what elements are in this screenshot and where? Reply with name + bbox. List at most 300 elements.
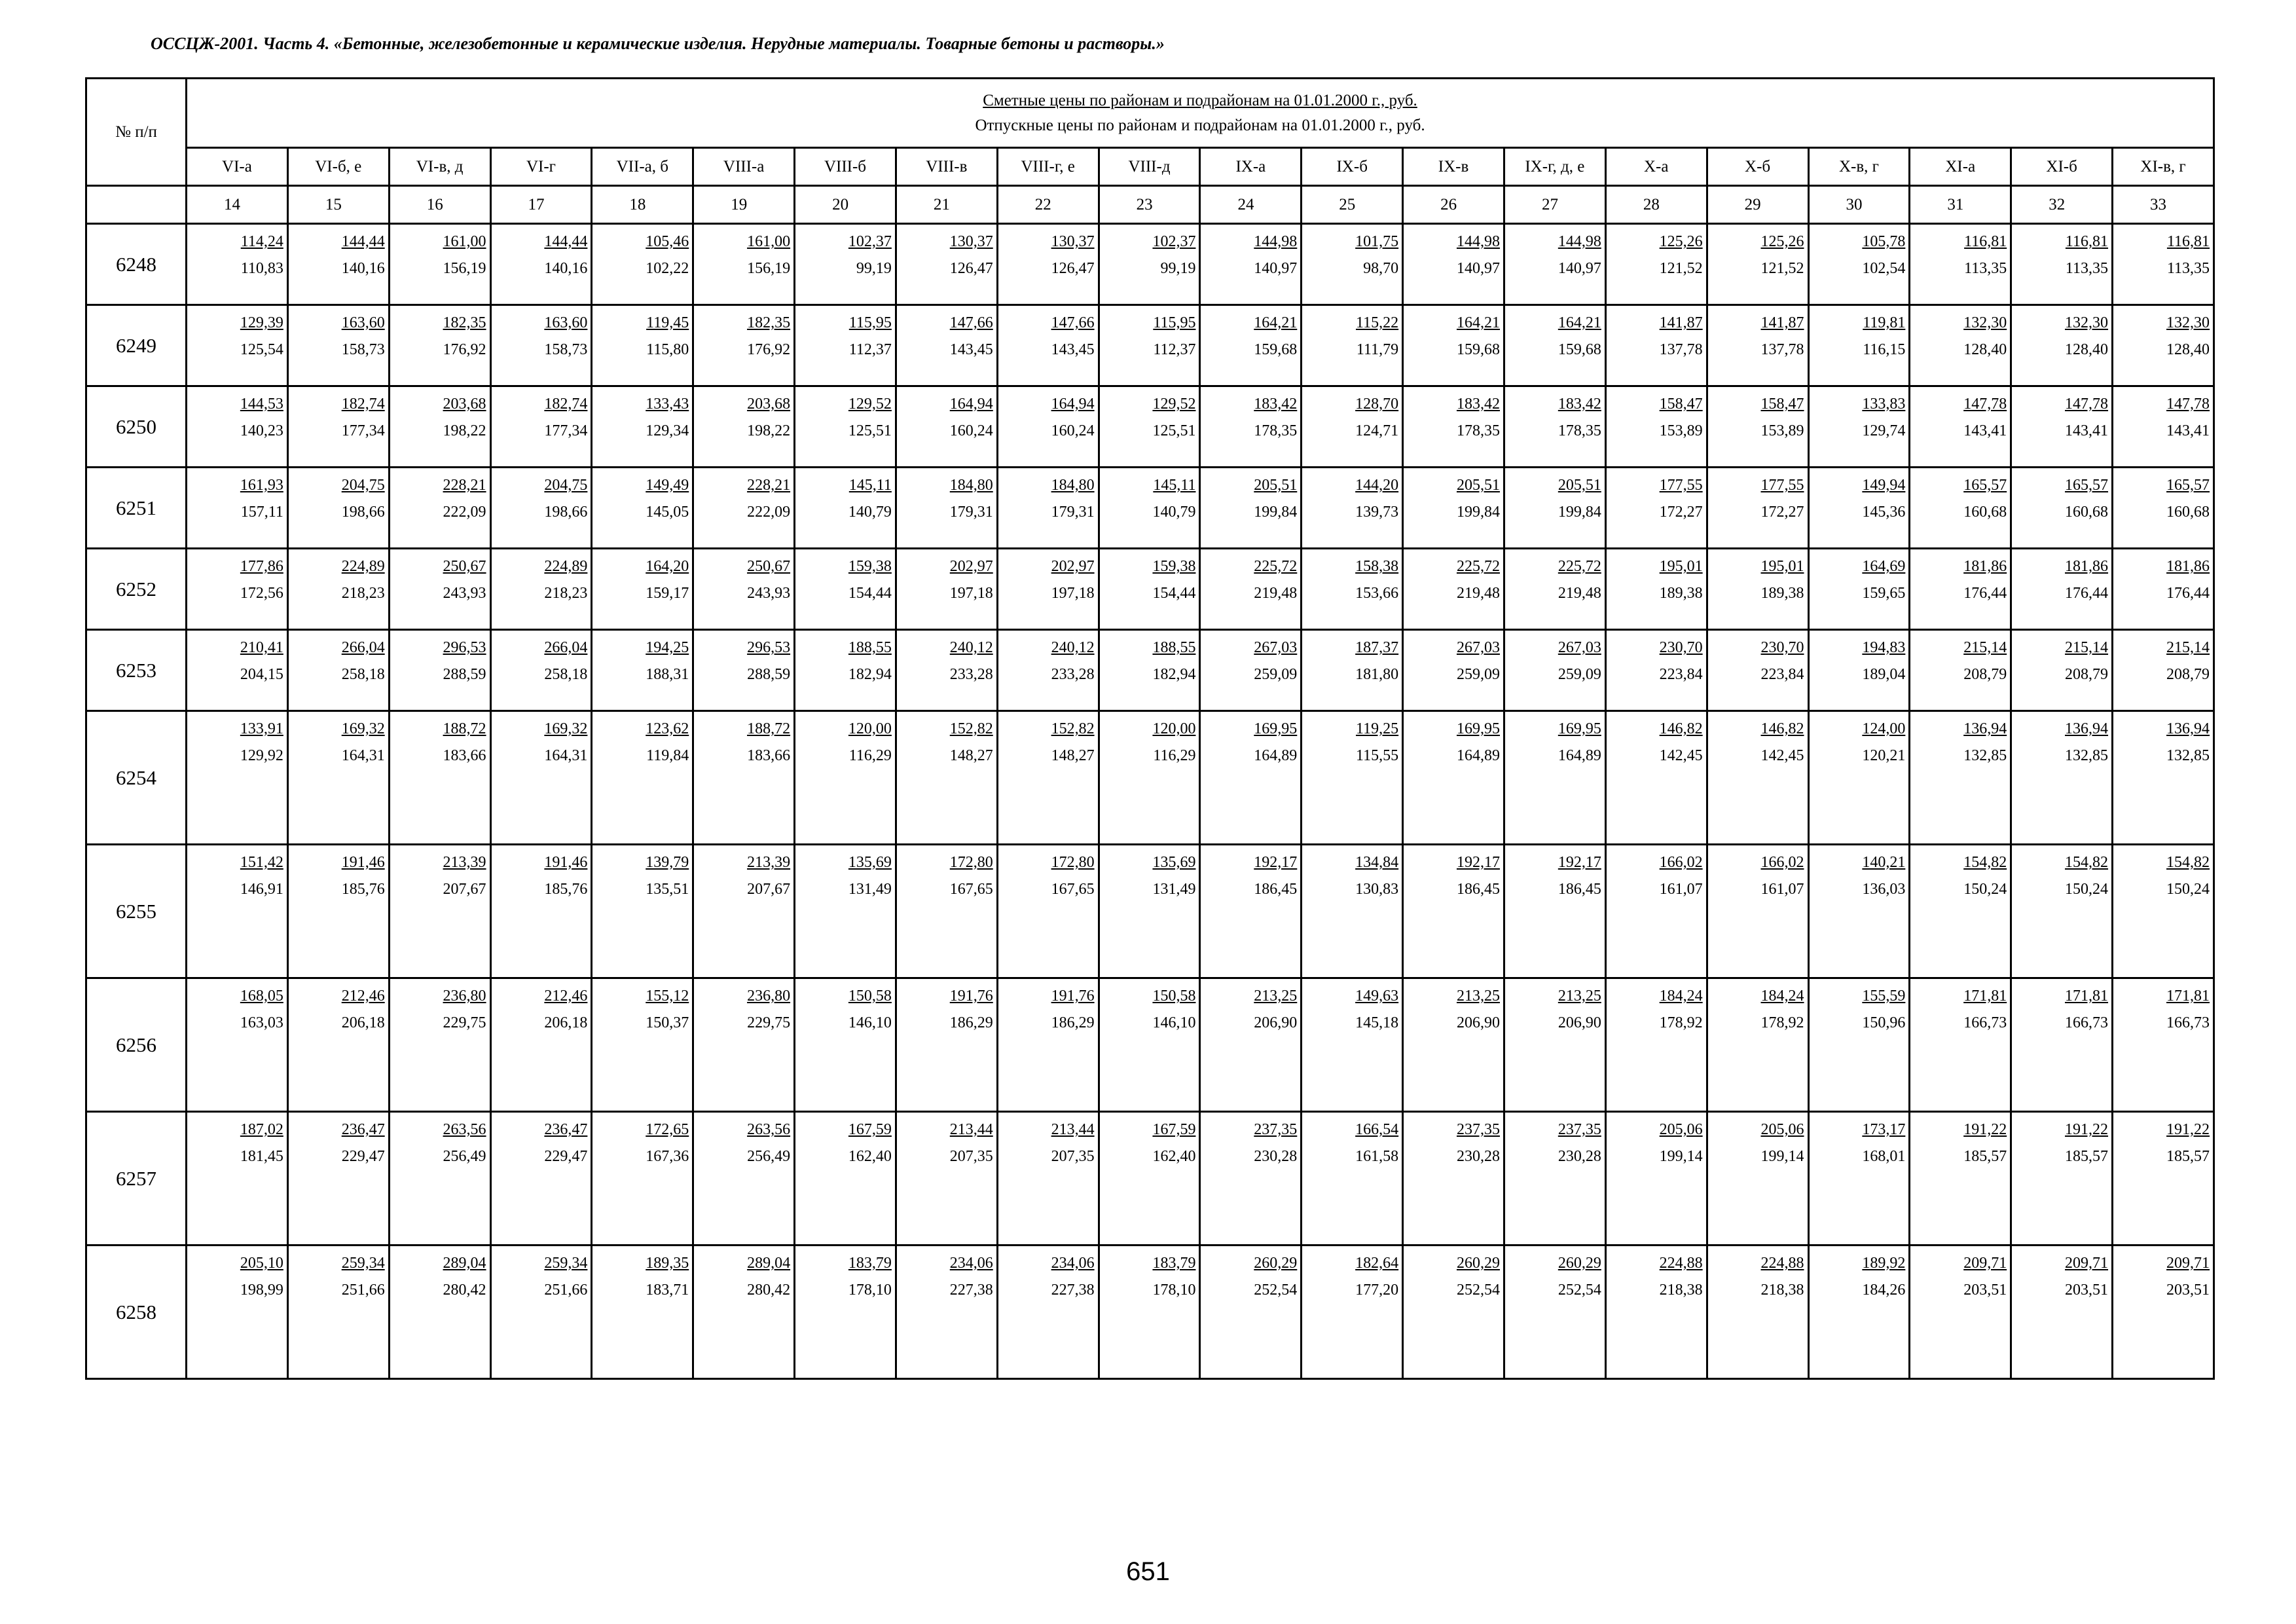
- estimate-price: 125,26: [1760, 233, 1804, 250]
- price-cell: [389, 468, 490, 549]
- estimate-price: 181,86: [2166, 558, 2210, 575]
- release-price: 256,49: [747, 1148, 791, 1165]
- release-price: 129,74: [1862, 422, 1906, 439]
- release-price: 199,84: [1558, 504, 1601, 521]
- estimate-price: 228,21: [443, 477, 486, 494]
- estimate-price: 182,35: [747, 314, 791, 331]
- estimate-price: 119,45: [646, 314, 689, 331]
- release-price: 125,51: [848, 422, 892, 439]
- price-cell: [1808, 549, 1910, 630]
- price-cell: [2113, 711, 2214, 845]
- estimate-price: 215,14: [2166, 639, 2210, 656]
- price-cell: [1200, 386, 1302, 468]
- price-cell: [795, 711, 896, 845]
- release-price: 161,07: [1760, 881, 1804, 898]
- release-price: 161,58: [1355, 1148, 1399, 1165]
- release-price: 120,21: [1862, 747, 1906, 764]
- estimate-price: 188,55: [848, 639, 892, 656]
- price-cell: [1605, 978, 1707, 1112]
- estimate-price: 203,68: [747, 396, 791, 413]
- release-price: 166,73: [2065, 1014, 2109, 1031]
- price-cell: [1403, 711, 1504, 845]
- estimate-price: 164,21: [1456, 314, 1500, 331]
- price-cell: [1403, 305, 1504, 386]
- estimate-price: 136,94: [1963, 720, 2007, 737]
- price-cell: [1099, 386, 1200, 468]
- price-cell: [1099, 224, 1200, 305]
- price-cell: [1808, 845, 1910, 978]
- release-price: 198,66: [341, 504, 385, 521]
- column-number-row: [86, 186, 2214, 224]
- release-price: 251,66: [341, 1282, 385, 1299]
- price-cell: [287, 224, 389, 305]
- estimate-price: 123,62: [646, 720, 689, 737]
- release-price: 186,29: [1051, 1014, 1095, 1031]
- release-price: 125,54: [240, 341, 283, 358]
- release-price: 160,24: [1051, 422, 1095, 439]
- release-price: 189,04: [1862, 666, 1906, 683]
- release-price: 145,05: [646, 504, 689, 521]
- price-cell: [490, 978, 592, 1112]
- price-cell: [1605, 468, 1707, 549]
- price-cell: [1403, 1112, 1504, 1246]
- release-price: 206,18: [341, 1014, 385, 1031]
- release-price: 207,67: [747, 881, 791, 898]
- column-number: 23: [1099, 186, 1200, 224]
- estimate-price: 105,46: [646, 233, 689, 250]
- price-cell: [287, 1112, 389, 1246]
- release-price: 143,41: [1963, 422, 2007, 439]
- estimate-price: 205,51: [1456, 477, 1500, 494]
- estimate-price: 177,55: [1760, 477, 1804, 494]
- column-number: 29: [1707, 186, 1808, 224]
- price-heading: [187, 79, 2214, 148]
- column-number: 31: [1910, 186, 2011, 224]
- estimate-price: 164,21: [1558, 314, 1601, 331]
- column-number: 18: [592, 186, 693, 224]
- estimate-price: 134,84: [1355, 854, 1399, 871]
- price-cell: [1403, 1246, 1504, 1379]
- price-cell: [896, 711, 997, 845]
- estimate-price: 171,81: [2065, 987, 2109, 1005]
- estimate-price: 225,72: [1254, 558, 1298, 575]
- estimate-price: 146,82: [1659, 720, 1703, 737]
- price-cell: [795, 549, 896, 630]
- price-cell: [1605, 1246, 1707, 1379]
- row-number: 6248: [86, 224, 187, 305]
- release-price: 183,66: [747, 747, 791, 764]
- price-cell: [795, 845, 896, 978]
- price-cell: [693, 630, 795, 711]
- price-cell: [2113, 1112, 2214, 1246]
- price-cell: [287, 305, 389, 386]
- release-price: 116,29: [848, 747, 892, 764]
- price-cell: [1099, 845, 1200, 978]
- price-cell: [1707, 1246, 1808, 1379]
- row-number: 6258: [86, 1246, 187, 1379]
- estimate-price: 267,03: [1456, 639, 1500, 656]
- release-price: 198,66: [544, 504, 588, 521]
- release-price: 150,96: [1862, 1014, 1906, 1031]
- estimate-price: 182,64: [1355, 1255, 1399, 1272]
- price-cell: [490, 549, 592, 630]
- price-cell: [1605, 1112, 1707, 1246]
- estimate-price: 183,42: [1456, 396, 1500, 413]
- estimate-price: 187,02: [240, 1121, 283, 1138]
- estimate-price: 213,25: [1254, 987, 1298, 1005]
- release-price: 199,84: [1456, 504, 1500, 521]
- price-cell: [1910, 1246, 2011, 1379]
- column-number: 22: [997, 186, 1099, 224]
- region-header: VIII-а: [693, 148, 795, 186]
- estimate-price: 154,82: [2166, 854, 2210, 871]
- price-cell: [592, 1246, 693, 1379]
- release-price: 143,41: [2166, 422, 2210, 439]
- estimate-price: 195,01: [1659, 558, 1703, 575]
- price-cell: [1403, 630, 1504, 711]
- estimate-price: 124,00: [1862, 720, 1906, 737]
- price-row: [86, 468, 2214, 549]
- estimate-price: 155,12: [646, 987, 689, 1005]
- release-price: 251,66: [544, 1282, 588, 1299]
- price-cell: [1200, 305, 1302, 386]
- price-cell: [693, 468, 795, 549]
- estimate-price: 147,78: [2166, 396, 2210, 413]
- release-price: 112,37: [1153, 341, 1196, 358]
- price-cell: [1808, 1246, 1910, 1379]
- estimate-price: 169,95: [1456, 720, 1500, 737]
- price-cell: [287, 630, 389, 711]
- estimate-price: 205,51: [1558, 477, 1601, 494]
- release-price: 208,79: [1963, 666, 2007, 683]
- price-cell: [1302, 1246, 1403, 1379]
- estimate-price: 234,06: [1051, 1255, 1095, 1272]
- estimate-price: 183,79: [848, 1255, 892, 1272]
- estimate-price: 149,49: [646, 477, 689, 494]
- release-price: 227,38: [949, 1282, 993, 1299]
- estimate-price: 165,57: [1963, 477, 2007, 494]
- release-price: 129,92: [240, 747, 283, 764]
- release-price: 230,28: [1558, 1148, 1601, 1165]
- release-price: 182,94: [1152, 666, 1196, 683]
- release-price: 243,93: [747, 585, 791, 602]
- estimate-price: 237,35: [1456, 1121, 1500, 1138]
- price-cell: [1200, 1112, 1302, 1246]
- estimate-price: 114,24: [240, 233, 283, 250]
- release-price: 185,76: [341, 881, 385, 898]
- release-price: 159,68: [1558, 341, 1601, 358]
- release-price: 252,54: [1254, 1282, 1298, 1299]
- price-cell: [896, 978, 997, 1112]
- price-cell: [389, 978, 490, 1112]
- price-cell: [389, 386, 490, 468]
- price-cell: [896, 1112, 997, 1246]
- estimate-price: 202,97: [949, 558, 993, 575]
- row-number: 6256: [86, 978, 187, 1112]
- region-header: XI-б: [2011, 148, 2113, 186]
- region-header-row: [86, 148, 2214, 186]
- estimate-price: 191,22: [2065, 1121, 2109, 1138]
- estimate-price: 266,04: [341, 639, 385, 656]
- release-price: 198,22: [747, 422, 791, 439]
- release-price: 197,18: [1051, 585, 1095, 602]
- price-cell: [1099, 549, 1200, 630]
- estimate-price: 236,80: [443, 987, 486, 1005]
- estimate-price: 154,82: [2065, 854, 2109, 871]
- estimate-price: 136,94: [2166, 720, 2210, 737]
- price-cell: [389, 630, 490, 711]
- release-price: 186,45: [1254, 881, 1298, 898]
- estimate-price: 164,69: [1862, 558, 1906, 575]
- price-cell: [1504, 630, 1605, 711]
- price-cell: [1605, 224, 1707, 305]
- estimate-price: 165,57: [2166, 477, 2210, 494]
- estimate-price: 184,80: [1051, 477, 1095, 494]
- release-price: 137,78: [1659, 341, 1703, 358]
- release-price: 208,79: [2166, 666, 2210, 683]
- estimate-price: 164,21: [1254, 314, 1298, 331]
- estimate-price: 184,24: [1760, 987, 1804, 1005]
- price-cell: [2011, 224, 2113, 305]
- release-price: 154,44: [848, 585, 892, 602]
- price-cell: [1403, 224, 1504, 305]
- estimate-price: 132,30: [2065, 314, 2109, 331]
- price-cell: [1302, 224, 1403, 305]
- price-cell: [1910, 305, 2011, 386]
- price-cell: [1099, 305, 1200, 386]
- estimate-price: 161,93: [240, 477, 283, 494]
- release-price: 207,67: [443, 881, 486, 898]
- release-price: 167,36: [646, 1148, 689, 1165]
- estimate-price: 132,30: [1963, 314, 2007, 331]
- release-price: 227,38: [1051, 1282, 1095, 1299]
- price-cell: [2011, 1112, 2113, 1246]
- price-cell: [1403, 468, 1504, 549]
- release-price: 176,92: [443, 341, 486, 358]
- price-row: [86, 978, 2214, 1112]
- release-price: 203,51: [2166, 1282, 2210, 1299]
- estimate-price: 191,76: [1051, 987, 1095, 1005]
- release-price: 172,27: [1659, 504, 1703, 521]
- price-cell: [490, 468, 592, 549]
- price-row: [86, 1246, 2214, 1379]
- estimate-price: 240,12: [949, 639, 993, 656]
- column-number: 30: [1808, 186, 1910, 224]
- region-header: VIII-г, е: [997, 148, 1099, 186]
- estimate-price: 164,20: [646, 558, 689, 575]
- heading-row: [86, 79, 2214, 148]
- estimate-price: 129,52: [848, 396, 892, 413]
- estimate-price: 204,75: [341, 477, 385, 494]
- price-row: [86, 549, 2214, 630]
- release-price: 130,83: [1355, 881, 1399, 898]
- column-number: 27: [1504, 186, 1605, 224]
- release-price: 218,38: [1760, 1282, 1804, 1299]
- release-price: 156,19: [443, 260, 486, 277]
- release-price: 172,27: [1760, 504, 1804, 521]
- price-cell: [1403, 978, 1504, 1112]
- estimate-price: 154,82: [1963, 854, 2007, 871]
- price-cell: [693, 978, 795, 1112]
- release-price: 140,97: [1254, 260, 1298, 277]
- estimate-price: 213,25: [1558, 987, 1601, 1005]
- estimate-price: 163,60: [341, 314, 385, 331]
- release-price: 110,83: [240, 260, 283, 277]
- estimate-price: 171,81: [1963, 987, 2007, 1005]
- release-price: 177,20: [1355, 1282, 1399, 1299]
- estimate-price: 165,57: [2065, 477, 2109, 494]
- column-number: 14: [187, 186, 288, 224]
- estimate-price: 215,14: [2065, 639, 2109, 656]
- release-price: 143,45: [1051, 341, 1095, 358]
- estimate-price: 212,46: [544, 987, 588, 1005]
- release-price: 230,28: [1456, 1148, 1500, 1165]
- price-cell: [1504, 1246, 1605, 1379]
- price-cell: [1504, 224, 1605, 305]
- release-price: 99,19: [856, 260, 892, 277]
- price-cell: [490, 305, 592, 386]
- price-cell: [693, 845, 795, 978]
- release-price: 126,47: [949, 260, 993, 277]
- price-cell: [1910, 1112, 2011, 1246]
- estimate-price: 135,69: [848, 854, 892, 871]
- estimate-price: 149,94: [1862, 477, 1906, 494]
- release-price: 197,18: [949, 585, 993, 602]
- price-cell: [389, 1246, 490, 1379]
- price-table: [85, 77, 2215, 1380]
- estimate-price: 115,95: [848, 314, 892, 331]
- estimate-price: 240,12: [1051, 639, 1095, 656]
- estimate-price: 266,04: [544, 639, 588, 656]
- region-header: VI-а: [187, 148, 288, 186]
- region-header: VIII-б: [795, 148, 896, 186]
- estimate-price: 161,00: [747, 233, 791, 250]
- release-price: 161,07: [1659, 881, 1703, 898]
- price-cell: [592, 224, 693, 305]
- estimate-price: 144,53: [240, 396, 283, 413]
- estimate-price: 289,04: [443, 1255, 486, 1272]
- price-cell: [2113, 630, 2214, 711]
- estimate-price: 152,82: [949, 720, 993, 737]
- price-cell: [1910, 468, 2011, 549]
- price-cell: [1707, 711, 1808, 845]
- release-price: 132,85: [1963, 747, 2007, 764]
- release-price: 140,79: [1152, 504, 1196, 521]
- estimate-price: 172,80: [949, 854, 993, 871]
- price-cell: [1707, 630, 1808, 711]
- estimate-price: 203,68: [443, 396, 486, 413]
- estimate-price: 237,35: [1254, 1121, 1298, 1138]
- release-price: 219,48: [1558, 585, 1601, 602]
- estimate-price: 167,59: [1152, 1121, 1196, 1138]
- price-cell: [389, 711, 490, 845]
- estimate-price: 147,66: [949, 314, 993, 331]
- price-cell: [1707, 224, 1808, 305]
- release-price: 178,35: [1456, 422, 1500, 439]
- estimate-price: 139,79: [646, 854, 689, 871]
- estimate-price: 168,05: [240, 987, 283, 1005]
- release-price: 259,09: [1558, 666, 1601, 683]
- estimate-price: 182,74: [341, 396, 385, 413]
- estimate-price: 128,70: [1355, 396, 1399, 413]
- price-cell: [1200, 1246, 1302, 1379]
- release-price: 162,40: [848, 1148, 892, 1165]
- row-number-header: № п/п: [86, 79, 187, 186]
- release-price: 140,97: [1456, 260, 1500, 277]
- estimate-price: 150,58: [848, 987, 892, 1005]
- price-cell: [693, 224, 795, 305]
- price-cell: [389, 549, 490, 630]
- release-price: 204,15: [240, 666, 283, 683]
- estimate-price: 267,03: [1254, 639, 1298, 656]
- release-price: 125,51: [1152, 422, 1196, 439]
- estimate-price: 289,04: [747, 1255, 791, 1272]
- price-cell: [1099, 630, 1200, 711]
- estimate-price: 144,44: [341, 233, 385, 250]
- price-cell: [1707, 468, 1808, 549]
- release-price: 207,35: [1051, 1148, 1095, 1165]
- release-price: 145,18: [1355, 1014, 1399, 1031]
- estimate-price: 259,34: [341, 1255, 385, 1272]
- release-price: 115,80: [646, 341, 689, 358]
- release-price: 153,66: [1355, 585, 1399, 602]
- estimate-price: 120,00: [848, 720, 892, 737]
- estimate-price: 236,80: [747, 987, 791, 1005]
- estimate-price: 191,22: [2166, 1121, 2210, 1138]
- release-price: 176,44: [2166, 585, 2210, 602]
- row-number: 6249: [86, 305, 187, 386]
- estimate-price: 149,63: [1355, 987, 1399, 1005]
- release-price: 222,09: [443, 504, 486, 521]
- price-cell: [2011, 386, 2113, 468]
- estimate-price: 224,89: [544, 558, 588, 575]
- estimate-price: 259,34: [544, 1255, 588, 1272]
- release-price: 183,66: [443, 747, 486, 764]
- estimate-price: 215,14: [1963, 639, 2007, 656]
- price-cell: [795, 630, 896, 711]
- estimate-price: 144,98: [1456, 233, 1500, 250]
- region-header: VII-а, б: [592, 148, 693, 186]
- price-cell: [187, 549, 288, 630]
- release-price: 230,28: [1254, 1148, 1298, 1165]
- price-cell: [795, 978, 896, 1112]
- release-price: 158,73: [544, 341, 588, 358]
- price-cell: [1605, 845, 1707, 978]
- estimate-price: 129,52: [1152, 396, 1196, 413]
- price-cell: [693, 549, 795, 630]
- price-cell: [1910, 630, 2011, 711]
- price-cell: [2113, 1246, 2214, 1379]
- release-price: 150,24: [2065, 881, 2109, 898]
- release-price: 140,16: [341, 260, 385, 277]
- estimate-price: 213,44: [949, 1121, 993, 1138]
- price-cell: [187, 468, 288, 549]
- release-price: 150,37: [646, 1014, 689, 1031]
- price-cell: [1707, 549, 1808, 630]
- column-number: 16: [389, 186, 490, 224]
- region-header: XI-в, г: [2113, 148, 2214, 186]
- column-number: 24: [1200, 186, 1302, 224]
- release-price: 176,44: [1963, 585, 2007, 602]
- release-price: 256,49: [443, 1148, 486, 1165]
- estimate-price: 224,89: [341, 558, 385, 575]
- release-price: 176,44: [2065, 585, 2109, 602]
- estimate-price: 133,43: [646, 396, 689, 413]
- column-number: 20: [795, 186, 896, 224]
- price-cell: [1403, 549, 1504, 630]
- release-price: 158,73: [341, 341, 385, 358]
- release-price: 259,09: [1254, 666, 1298, 683]
